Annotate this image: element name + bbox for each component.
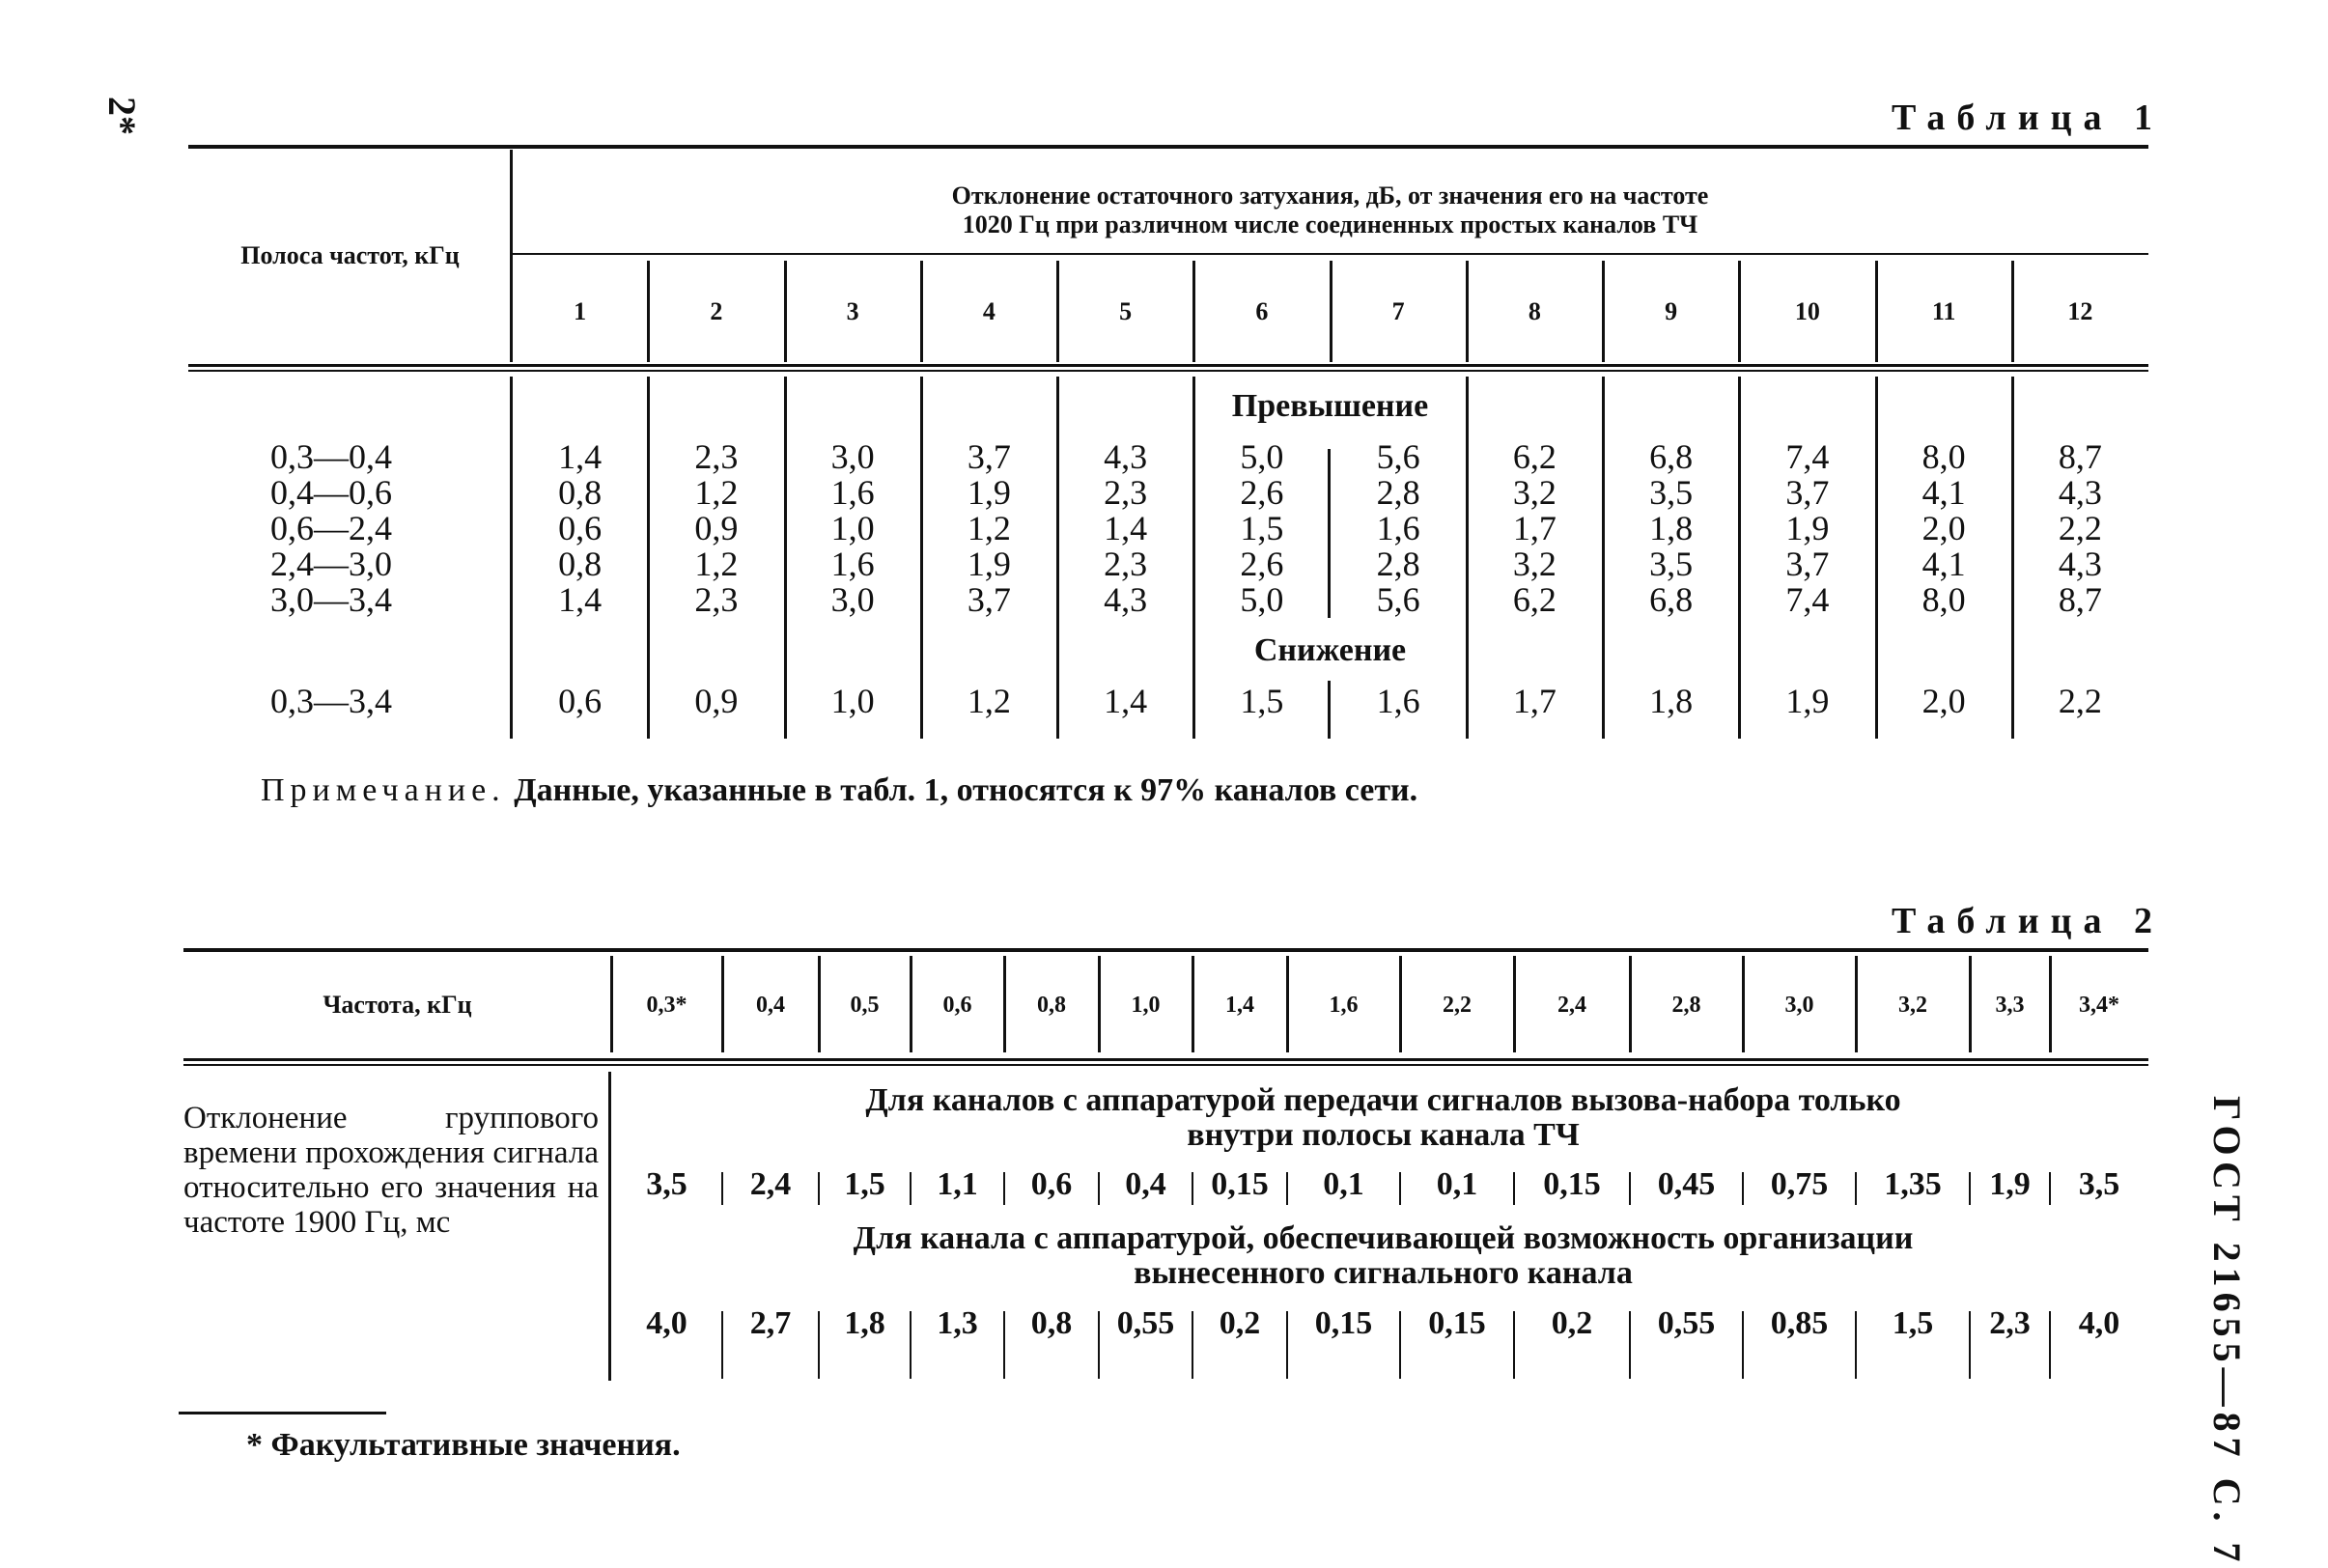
table2-header-divider xyxy=(1003,956,1006,1052)
table1-cell: 2,6 xyxy=(1240,545,1284,583)
table1-band-header: Полоса частот, кГц xyxy=(240,241,460,269)
table1-cell: 1,2 xyxy=(694,545,739,583)
band-label: 0,4—0,6 xyxy=(270,473,392,512)
table2-freq-cell: 1,0 xyxy=(1131,992,1161,1018)
table2-freq-header: Частота, кГц xyxy=(323,991,472,1019)
table1-column-divider xyxy=(1056,261,1059,362)
table1-decrease-cell: 1,5 xyxy=(1240,682,1284,720)
table1-cell: 6,8 xyxy=(1649,437,1694,476)
table1-column-header: 9 xyxy=(1665,296,1678,325)
table2-value-row1: 1,1 xyxy=(937,1166,978,1202)
table1-cell: 1,7 xyxy=(1512,509,1557,547)
table1-cell: 3,7 xyxy=(1785,545,1830,583)
table1-cell: 5,0 xyxy=(1240,437,1284,476)
table1-column-header: 11 xyxy=(1931,296,1956,325)
table2-header-divider xyxy=(818,956,821,1052)
table1-note xyxy=(261,772,1417,809)
table1-cell: 1,5 xyxy=(1240,509,1284,547)
page-mark: 2* xyxy=(100,97,144,135)
side-reference: ГОСТ 21655—87 С. 7 xyxy=(2205,1096,2249,1568)
table2-value-divider xyxy=(1513,1311,1515,1379)
table1-cell: 1,2 xyxy=(967,509,1011,547)
table2-value-row1: 1,35 xyxy=(1884,1166,1942,1202)
table2-header-divider xyxy=(2049,956,2052,1052)
table2-freq-cell: 2,8 xyxy=(1671,992,1701,1018)
table1-cell: 2,3 xyxy=(694,437,739,476)
table2-value-row2: 4,0 xyxy=(646,1305,687,1341)
table1-column-divider xyxy=(1330,261,1332,362)
table1-cell: 6,8 xyxy=(1649,580,1694,619)
table2-freq-cell: 0,5 xyxy=(850,992,880,1018)
table1-cell: 7,4 xyxy=(1785,580,1830,619)
table1-cell: 3,0 xyxy=(830,437,875,476)
table1-cell: 1,6 xyxy=(830,545,875,583)
table2-freq-cell: 0,8 xyxy=(1037,992,1066,1018)
table2-value-row1: 0,45 xyxy=(1657,1166,1716,1202)
table2-value-divider xyxy=(1003,1311,1005,1379)
table2-value-divider xyxy=(1855,1311,1857,1379)
section-excess-label: Превышение xyxy=(1231,388,1429,424)
table2-header-divider xyxy=(1742,956,1745,1052)
table1-group-rule xyxy=(512,253,2148,255)
table2-value-divider xyxy=(1513,1172,1515,1205)
table1-cell: 1,6 xyxy=(1376,509,1420,547)
table2-freq-cell: 2,4 xyxy=(1557,992,1586,1018)
table2-value-divider xyxy=(818,1172,820,1205)
table1-cell: 8,0 xyxy=(1921,437,1966,476)
table2-value-row1: 2,4 xyxy=(749,1166,792,1202)
table1-column-header: 4 xyxy=(982,296,996,325)
table1-cell: 1,9 xyxy=(967,473,1011,512)
table1-decrease-cell: 1,2 xyxy=(967,682,1011,720)
table1-column-divider xyxy=(1466,261,1469,362)
table2-value-row2: 0,85 xyxy=(1770,1305,1829,1341)
table2-value-row2: 0,2 xyxy=(1551,1305,1593,1341)
table2-value-divider xyxy=(2049,1172,2051,1205)
table1-column-header: 2 xyxy=(710,296,723,325)
table2-value-divider xyxy=(910,1172,912,1205)
table1-decrease-cell: 2,2 xyxy=(2058,682,2102,720)
table2-value-row2: 0,15 xyxy=(1314,1305,1373,1341)
table1-header-rule-2 xyxy=(188,370,2148,372)
table1-cell: 4,1 xyxy=(1921,545,1966,583)
table2-value-row2: 0,55 xyxy=(1657,1305,1716,1341)
table2-value-row1: 1,5 xyxy=(844,1166,885,1202)
table2-value-divider xyxy=(818,1311,820,1379)
table1-column-divider xyxy=(647,261,650,362)
table1-cell: 4,3 xyxy=(2058,545,2102,583)
table2-value-row1: 1,9 xyxy=(1989,1166,2031,1202)
table1-cell: 3,2 xyxy=(1512,545,1557,583)
table2-value-divider xyxy=(1286,1311,1288,1379)
table2-value-row1: 0,1 xyxy=(1323,1166,1364,1202)
table2-value-divider xyxy=(1629,1172,1631,1205)
table1-cell: 2,6 xyxy=(1240,473,1284,512)
table2-value-row2: 1,5 xyxy=(1892,1305,1934,1341)
table1-cell: 3,5 xyxy=(1649,473,1694,512)
table1-column-header: 1 xyxy=(574,296,587,325)
table2-header-divider xyxy=(1098,956,1101,1052)
section-decrease-label: Снижение xyxy=(1253,632,1407,668)
table2-freq-cell: 3,3 xyxy=(1995,992,2025,1018)
table2-value-divider xyxy=(1399,1172,1401,1205)
table1-cell: 1,4 xyxy=(558,580,603,619)
table1-column-divider xyxy=(1875,261,1878,362)
table2-header-divider xyxy=(1629,956,1632,1052)
band-label: 0,3—0,4 xyxy=(270,437,392,476)
table2-header-rule-1 xyxy=(183,1058,2148,1061)
table2-value-row1: 3,5 xyxy=(2078,1166,2120,1202)
table2-row-label: Отклонение группового времени прохождения сигнала относительно его значения на частоте 1900 Гц, мс xyxy=(183,1101,599,1240)
table2-freq-cell: 3,2 xyxy=(1898,992,1927,1018)
table2-caption: Таблица 2 xyxy=(1891,901,2164,941)
table2-header-divider xyxy=(1969,956,1972,1052)
decrease-band-label: 0,3—3,4 xyxy=(270,682,392,720)
table1-cell: 1,9 xyxy=(967,545,1011,583)
table1-cell: 3,0 xyxy=(830,580,875,619)
table1-decrease-cell: 1,9 xyxy=(1785,682,1830,720)
table2-heading1-line1: Для каналов с аппаратурой передачи сигналов вызова-набора только xyxy=(865,1082,1901,1118)
table2-value-row2: 4,0 xyxy=(2078,1305,2120,1341)
band-label: 0,6—2,4 xyxy=(270,509,392,547)
table2-header-divider xyxy=(1192,956,1194,1052)
table2-value-divider xyxy=(1742,1172,1744,1205)
table2-value-divider xyxy=(910,1311,912,1379)
table2-freq-cell: 0,4 xyxy=(756,992,785,1018)
table1-column-header: 6 xyxy=(1255,296,1269,325)
table1-decrease-cell: 2,0 xyxy=(1921,682,1966,720)
band-label: 2,4—3,0 xyxy=(270,545,392,583)
table1-cell: 5,6 xyxy=(1376,437,1420,476)
table1-cell: 2,3 xyxy=(694,580,739,619)
table1-decrease-cell: 1,0 xyxy=(830,682,875,720)
table2-value-row1: 0,15 xyxy=(1543,1166,1601,1202)
table2-value-row2: 0,15 xyxy=(1428,1305,1486,1341)
table1-decrease-cell: 0,6 xyxy=(558,682,603,720)
table2-value-row1: 0,4 xyxy=(1125,1166,1166,1202)
table2-value-divider xyxy=(1399,1311,1401,1379)
table1-cell: 4,1 xyxy=(1921,473,1966,512)
table1-group-header-line2: 1020 Гц при различном числе соединенных простых каналов ТЧ xyxy=(962,210,1698,238)
table1-cell: 1,6 xyxy=(830,473,875,512)
table2-freq-cell: 0,6 xyxy=(942,992,972,1018)
table1-cell: 2,8 xyxy=(1376,473,1420,512)
table1-cell: 6,2 xyxy=(1512,437,1557,476)
table1-cell: 3,5 xyxy=(1649,545,1694,583)
table1-cell: 5,0 xyxy=(1240,580,1284,619)
table1-cell: 1,4 xyxy=(1104,509,1148,547)
table2-value-row2: 0,2 xyxy=(1219,1305,1261,1341)
band-label: 3,0—3,4 xyxy=(270,580,392,619)
table1-cell: 2,0 xyxy=(1921,509,1966,547)
table2-value-row1: 0,1 xyxy=(1436,1166,1478,1202)
table2-heading2-line1: Для канала с аппаратурой, обеспечивающей возможность организации xyxy=(853,1220,1914,1256)
table2-value-divider xyxy=(1192,1172,1193,1205)
table1-cell: 1,4 xyxy=(558,437,603,476)
table2-value-row2: 1,8 xyxy=(844,1305,885,1341)
table1-decrease-cell: 1,4 xyxy=(1104,682,1148,720)
table1-top-rule xyxy=(188,145,2148,149)
table1-cell: 5,6 xyxy=(1376,580,1420,619)
table1-cell: 4,3 xyxy=(1104,580,1148,619)
table1-cell: 2,3 xyxy=(1104,545,1148,583)
table2-value-divider xyxy=(1192,1311,1193,1379)
table2-value-row2: 1,3 xyxy=(937,1305,978,1341)
table1-column-header: 8 xyxy=(1528,296,1541,325)
table1-cell: 0,6 xyxy=(558,509,603,547)
table1-cell: 8,7 xyxy=(2058,580,2102,619)
table1-column-header: 3 xyxy=(846,296,859,325)
table2-header-divider xyxy=(910,956,912,1052)
table1-cell: 2,3 xyxy=(1104,473,1148,512)
table2-value-row1: 0,75 xyxy=(1770,1166,1829,1202)
table1-cell: 3,2 xyxy=(1512,473,1557,512)
table1-cell: 1,0 xyxy=(830,509,875,547)
table2-value-row2: 2,3 xyxy=(1989,1305,2031,1341)
table1-cell: 0,8 xyxy=(558,545,603,583)
table1-cell: 3,7 xyxy=(1785,473,1830,512)
table2-value-divider xyxy=(1003,1172,1005,1205)
table2-header-divider xyxy=(1855,956,1858,1052)
table2-value-divider xyxy=(1855,1172,1857,1205)
footnote: * Факультативные значения. xyxy=(246,1427,681,1463)
table1-cell: 1,2 xyxy=(694,473,739,512)
table1-cell: 2,2 xyxy=(2058,509,2102,547)
table2-value-row2: 0,8 xyxy=(1030,1305,1073,1341)
table1-caption: Таблица 1 xyxy=(1891,98,2164,138)
footnote-rule xyxy=(179,1412,386,1414)
table2-value-row2: 0,55 xyxy=(1116,1305,1175,1341)
table1-column-header: 10 xyxy=(1794,296,1820,325)
table1-group-header-line1: Отклонение остаточного затухания, дБ, от значения его на частоте xyxy=(951,182,1709,210)
table2-value-divider xyxy=(1098,1172,1100,1205)
table2-value-divider xyxy=(721,1172,723,1205)
table1-column-divider xyxy=(1602,261,1605,362)
table2-value-divider xyxy=(1629,1311,1631,1379)
table1-cell: 8,0 xyxy=(1921,580,1966,619)
table2-heading1-line2: внутри полосы канала ТЧ xyxy=(1187,1117,1580,1153)
table1-cell: 0,8 xyxy=(558,473,603,512)
table1-column-header: 5 xyxy=(1119,296,1133,325)
table1-column-divider xyxy=(1192,261,1195,362)
table2-header-rule-2 xyxy=(183,1064,2148,1066)
table1-cell: 6,2 xyxy=(1512,580,1557,619)
table1-cell: 3,7 xyxy=(967,580,1011,619)
table1-cell: 3,7 xyxy=(967,437,1011,476)
table2-value-divider xyxy=(2049,1311,2051,1379)
table2-freq-cell: 3,4* xyxy=(2079,992,2119,1018)
table1-group-header xyxy=(512,182,2148,239)
table1-column-header: 7 xyxy=(1391,296,1405,325)
table1-cell: 1,8 xyxy=(1649,509,1694,547)
table2-value-row1: 3,5 xyxy=(646,1166,687,1202)
table1-decrease-cell: 0,9 xyxy=(694,682,739,720)
table2-freq-cell: 3,0 xyxy=(1784,992,1814,1018)
table2-value-row2: 2,7 xyxy=(749,1305,792,1341)
table2-value-divider xyxy=(1742,1311,1744,1379)
table1-column-divider xyxy=(1738,261,1741,362)
table1-header-rule-1 xyxy=(188,364,2148,367)
table1-column-divider xyxy=(784,261,787,362)
table1-cell: 7,4 xyxy=(1785,437,1830,476)
table1-column-divider xyxy=(2011,261,2014,362)
table2-value-divider xyxy=(1098,1311,1100,1379)
table2-freq-cell: 1,4 xyxy=(1225,992,1254,1018)
table2-value-divider xyxy=(721,1311,723,1379)
table2-value-divider xyxy=(1969,1311,1971,1379)
note-text: Данные, указанные в табл. 1, относятся к 97% каналов сети. xyxy=(505,772,1418,808)
table2-freq-cell: 1,6 xyxy=(1329,992,1359,1018)
table2-header-divider xyxy=(721,956,724,1052)
table1-cell: 2,8 xyxy=(1376,545,1420,583)
table1-cell: 1,9 xyxy=(1785,509,1830,547)
table2-value-row1: 0,6 xyxy=(1030,1166,1073,1202)
table1-column-header: 12 xyxy=(2067,296,2093,325)
table2-value-divider xyxy=(1969,1172,1971,1205)
table1-cell: 8,7 xyxy=(2058,437,2102,476)
table1-decrease-cell: 1,7 xyxy=(1512,682,1557,720)
table2-value-row1: 0,15 xyxy=(1211,1166,1269,1202)
table2-freq-cell: 0,3* xyxy=(646,992,687,1018)
note-prefix: Примечание. xyxy=(261,772,506,808)
table2-freq-cell: 2,2 xyxy=(1443,992,1472,1018)
table1-decrease-cell: 1,8 xyxy=(1649,682,1694,720)
table2-value-divider xyxy=(1286,1172,1288,1205)
table1-cell: 0,9 xyxy=(694,509,739,547)
table1-decrease-cell: 1,6 xyxy=(1376,682,1420,720)
table1-cell: 4,3 xyxy=(2058,473,2102,512)
table2-header-divider xyxy=(1286,956,1289,1052)
table2-header-divider xyxy=(1399,956,1402,1052)
table2-heading2-line2: вынесенного сигнального канала xyxy=(1134,1255,1633,1291)
table2-header-divider xyxy=(610,956,613,1052)
table1-column-divider xyxy=(920,261,923,362)
table2-header-divider xyxy=(1513,956,1516,1052)
table1-cell: 4,3 xyxy=(1104,437,1148,476)
